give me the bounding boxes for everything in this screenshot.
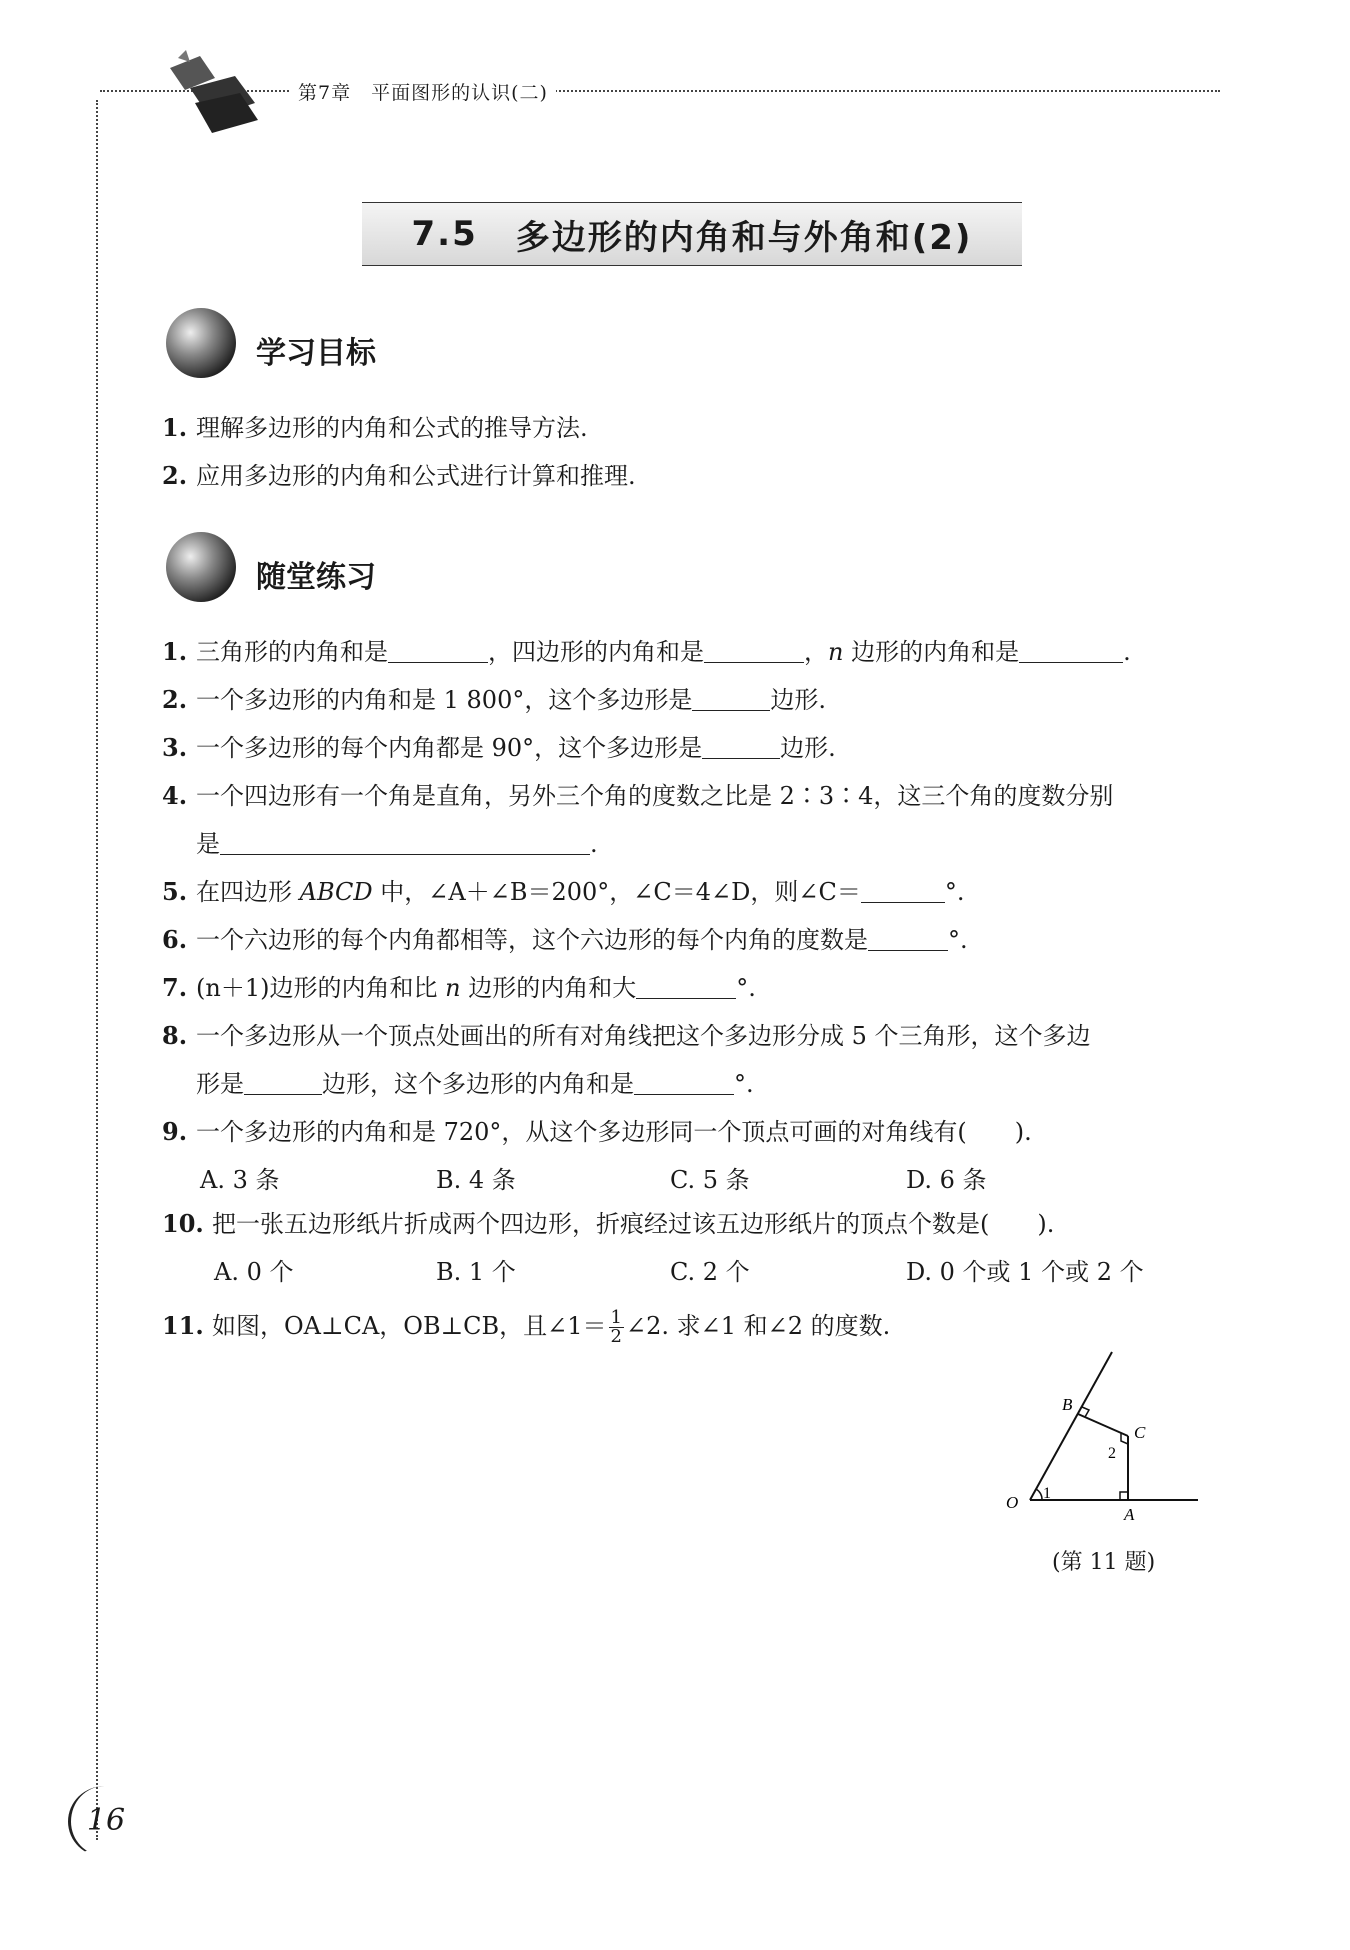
geometry-figure	[1000, 1350, 1220, 1540]
label-B: B	[1062, 1395, 1073, 1414]
question-2: 2. 一个多边形的内角和是 1 800°，这个多边形是 边形.	[162, 685, 826, 714]
book-stack-logo-icon	[160, 48, 260, 138]
globe-icon	[166, 308, 236, 378]
label-A: A	[1124, 1505, 1135, 1524]
q10-option-b: B. 1 个	[436, 1258, 516, 1286]
goal-item: 1. 理解多边形的内角和公式的推导方法.	[162, 413, 588, 442]
header-dotted-rule	[100, 90, 1220, 92]
q9-option-d: D. 6 条	[906, 1166, 987, 1194]
q9-option-a: A. 3 条	[200, 1166, 280, 1194]
right-angle-A	[1120, 1492, 1128, 1500]
angle-1-arc	[1036, 1489, 1042, 1500]
fraction-one-half: $\frac{1}{2}$	[610, 1307, 622, 1347]
section-title	[362, 202, 1022, 266]
question-3: 3. 一个多边形的每个内角都是 90°，这个多边形是 边形.	[162, 733, 836, 762]
ray-OB	[1030, 1352, 1112, 1500]
question-5: 5. 在四边形 ABCD 中，∠A＋∠B＝200°，∠C＝4∠D，则∠C＝ °.	[162, 877, 965, 906]
question-10: 10. 把一张五边形纸片折成两个四边形，折痕经过该五边形纸片的顶点个数是( ).	[162, 1209, 1055, 1238]
question-1: 1. 三角形的内角和是 ，四边形的内角和是 ，n 边形的内角和是 .	[162, 637, 1131, 666]
label-angle-2: 2	[1108, 1445, 1116, 1462]
page-number: 16	[68, 1786, 141, 1857]
question-8: 8. 一个多边形从一个顶点处画出的所有对角线把这个多边形分成 5 个三角形，这个多边	[162, 1021, 1091, 1050]
q10-option-a: A. 0 个	[214, 1258, 294, 1286]
q9-option-c: C. 5 条	[670, 1166, 750, 1194]
margin-dotted-rule	[96, 100, 98, 1840]
question-7: 7. (n＋1)边形的内角和比 n 边形的内角和大 °.	[162, 973, 756, 1002]
goals-heading: 学习目标	[256, 336, 376, 371]
chapter-header: 第7章 平面图形的认识(二)	[290, 78, 556, 105]
question-4: 4. 一个四边形有一个角是直角，另外三个角的度数之比是 2∶3∶4，这三个角的度数分别	[162, 781, 1114, 810]
label-C: C	[1134, 1423, 1146, 1442]
question-8-cont: 形是 边形，这个多边形的内角和是 °.	[196, 1070, 754, 1098]
label-O: O	[1006, 1493, 1019, 1512]
q9-option-b: B. 4 条	[436, 1166, 516, 1194]
figure-caption: (第 11 题)	[1052, 1550, 1156, 1575]
question-4-cont: 是 .	[196, 830, 598, 858]
practice-heading: 随堂练习	[256, 560, 376, 595]
question-11: 11. 如图，OA⊥CA，OB⊥CB，且∠1＝ $\frac{1}{2}$ ∠2. 求∠1 和∠2 的度数.	[162, 1307, 891, 1347]
question-9: 9. 一个多边形的内角和是 720°，从这个多边形同一个顶点可画的对角线有( ).	[162, 1117, 1032, 1146]
section-title-text: 多边形的内角和与外角和(2)	[515, 217, 973, 258]
goal-item: 2. 应用多边形的内角和公式进行计算和推理.	[162, 461, 636, 490]
globe-icon	[166, 532, 236, 602]
section-number: 7.5	[411, 214, 478, 254]
segment-BC	[1078, 1414, 1128, 1436]
question-6: 6. 一个六边形的每个内角都相等，这个六边形的每个内角的度数是 °.	[162, 925, 968, 954]
q10-option-c: C. 2 个	[670, 1258, 750, 1286]
q10-option-d: D. 0 个或 1 个或 2 个	[906, 1258, 1144, 1286]
label-angle-1: 1	[1043, 1485, 1051, 1502]
